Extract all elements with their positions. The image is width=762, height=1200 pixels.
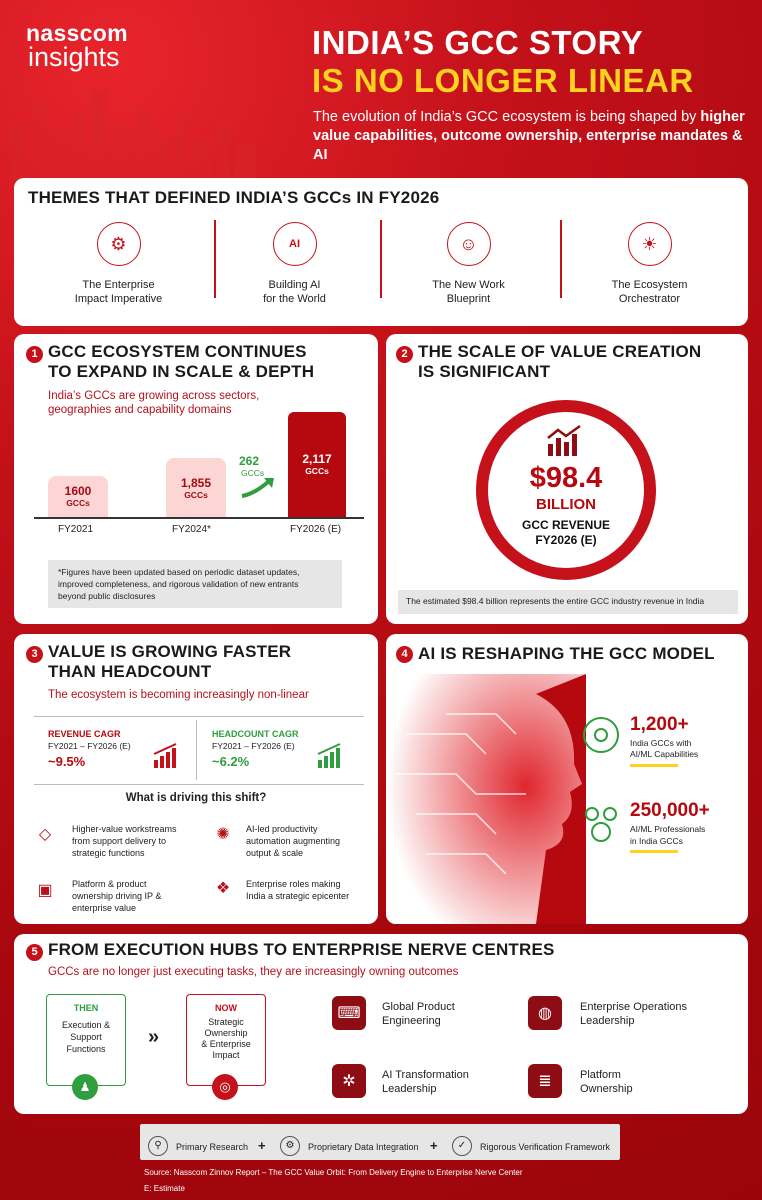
ai-professionals-icon xyxy=(580,802,622,844)
approach-item: Rigorous Verification Framework xyxy=(480,1142,611,1152)
chip-icon: ⚙ xyxy=(97,222,141,266)
now-box: NOW Strategic Ownership & Enterprise Impact xyxy=(186,994,266,1086)
revenue-label-line1: GCC REVENUE xyxy=(521,518,610,532)
growth-value: 262 xyxy=(239,454,260,468)
section1-subtitle-line2: geographies and capability domains xyxy=(48,404,232,416)
bar-fy2021 xyxy=(48,476,108,518)
section-number: 3 xyxy=(26,646,43,663)
section2-title-line2: IS SIGNIFICANT xyxy=(418,362,551,381)
database-icon: ≣ xyxy=(528,1064,562,1098)
theme-label: The New Work xyxy=(432,279,505,291)
stat2-label-line1: AI/ML Professionals xyxy=(630,824,706,834)
source-note: Source: Nasscom Zinnov Report – The GCC Value Orbit: From Delivery Engine to Enterprise Nerve Center xyxy=(144,1168,523,1177)
headcount-cagr-title: HEADCOUNT CAGR xyxy=(212,729,299,739)
x-label: FY2026 (E) xyxy=(290,524,342,535)
section3-title-line2: THAN HEADCOUNT xyxy=(48,662,212,681)
divider xyxy=(34,716,364,717)
bar-unit: GCCs xyxy=(66,498,90,508)
ai-head-gear-icon xyxy=(580,714,622,756)
section5-card xyxy=(14,934,748,1114)
theme-ecosystem xyxy=(567,222,732,306)
section2-title-line1: THE SCALE OF VALUE CREATION xyxy=(418,342,702,361)
verification-icon: ✓ xyxy=(452,1136,472,1156)
bar-value: 1600 xyxy=(64,484,92,498)
people-network-icon: ☺ xyxy=(447,222,491,266)
theme-label: Impact Imperative xyxy=(74,293,163,305)
city-skyline-graphic xyxy=(0,80,300,180)
page-title-line1: INDIA’S GCC STORY xyxy=(312,24,644,61)
product-box-icon: ▣ xyxy=(37,882,53,899)
driver-item: Platform & product ownership driving IP & enterprise value xyxy=(72,879,162,913)
approach-item: Primary Research xyxy=(176,1142,249,1152)
theme-label: Orchestrator xyxy=(618,293,681,305)
section-number: 5 xyxy=(26,944,43,961)
revenue-note: The estimated $98.4 billion represents the entire GCC industry revenue in India xyxy=(398,590,738,614)
section3-title-line1: VALUE IS GROWING FASTER xyxy=(48,642,292,661)
themes-title: THEMES THAT DEFINED INDIA’S GCCs IN FY2026 xyxy=(28,188,440,207)
section3-subtitle: The ecosystem is becoming increasingly non-linear xyxy=(48,689,309,701)
bar-unit: GCCs xyxy=(305,466,329,476)
growth-chart-icon xyxy=(546,424,586,458)
city-bulb-icon: ☀ xyxy=(628,222,672,266)
x-label: FY2021 xyxy=(58,524,94,535)
revenue-label-line2: FY2026 (E) xyxy=(535,533,597,547)
footnote-line: *Figures have been updated based on periodic dataset updates, xyxy=(58,567,300,577)
headcount-bars-icon xyxy=(316,742,344,770)
stat1-label-line2: AI/ML Capabilities xyxy=(630,749,699,759)
stat2-value: 250,000+ xyxy=(630,800,710,821)
footnote-line: beyond public disclosures xyxy=(58,591,156,601)
headcount-cagr-period: FY2021 – FY2026 (E) xyxy=(212,741,295,751)
page-title-line2: IS NO LONGER LINEAR xyxy=(312,62,694,99)
themes-card xyxy=(14,178,748,326)
team-icon: ♟ xyxy=(72,1074,98,1100)
then-label: THEN xyxy=(73,1003,99,1013)
footnote-box xyxy=(48,560,342,608)
stat1-value: 1,200+ xyxy=(630,714,689,735)
section4-card xyxy=(386,634,748,924)
approach-item: Proprietary Data Integration xyxy=(308,1142,419,1152)
theme-enterprise-impact xyxy=(36,222,201,306)
subtitle-bold: higher value capabilities, outcome ownership, enterprise mandates & AI xyxy=(313,109,745,163)
stat2-label-line2: in India GCCs xyxy=(630,836,683,846)
estimate-note: E: Estimate xyxy=(144,1184,185,1193)
growth-arrow-icon xyxy=(240,476,276,498)
globe-icon: ◍ xyxy=(528,996,562,1030)
divider xyxy=(34,784,364,785)
plus-sign: + xyxy=(430,1138,438,1153)
code-window-icon: ⌨ xyxy=(332,996,366,1030)
section-number: 2 xyxy=(396,346,413,363)
bar-fy2024 xyxy=(166,458,226,518)
driver-item: Enterprise roles making India a strategic epicenter xyxy=(246,879,350,901)
theme-new-work xyxy=(386,222,551,306)
capability-item: Platform Ownership xyxy=(580,1069,633,1095)
divider xyxy=(380,220,382,298)
divider xyxy=(196,720,197,780)
section2-card xyxy=(386,334,748,624)
section3-card xyxy=(14,634,378,924)
section1-subtitle-line1: India’s GCCs are growing across sectors, xyxy=(48,390,260,402)
data-integration-icon: ⚙ xyxy=(280,1136,300,1156)
headcount-cagr-value: ~6.2% xyxy=(212,754,250,769)
arrow-icon: » xyxy=(148,1026,160,1048)
accent-underline xyxy=(630,850,678,853)
growth-unit: GCCs xyxy=(241,468,265,478)
search-icon: ⚲ xyxy=(148,1136,168,1156)
bar-value: 2,117 xyxy=(302,452,332,466)
theme-label: for the World xyxy=(263,293,326,305)
drivers-title: What is driving this shift? xyxy=(125,792,267,804)
divider xyxy=(560,220,562,298)
revenue-amount: $98.4 xyxy=(529,462,603,494)
brain-gear-icon: ✺ xyxy=(216,826,230,843)
bar-fy2026 xyxy=(288,412,346,518)
driver-item: Higher-value workstreams from support delivery to strategic functions xyxy=(72,824,177,858)
theme-label: The Enterprise xyxy=(82,279,155,291)
then-box: THEN Execution & Support Functions xyxy=(46,994,126,1086)
section1-title-line1: GCC ECOSYSTEM CONTINUES xyxy=(48,342,307,361)
footnote-line: improved completeness, and rigorous validation of new entrants xyxy=(58,579,299,589)
ai-head-icon: AI xyxy=(273,222,317,266)
stat1-label-line1: India GCCs with xyxy=(630,738,692,748)
bar-unit: GCCs xyxy=(184,490,208,500)
bar-value: 1,855 xyxy=(180,476,212,490)
target-icon: ◎ xyxy=(212,1074,238,1100)
section1-title-line2: TO EXPAND IN SCALE & DEPTH xyxy=(48,362,315,381)
capability-item: Global Product Engineering xyxy=(382,1001,455,1027)
capability-item: Enterprise Operations Leadership xyxy=(580,1001,687,1027)
ai-face-graphic xyxy=(386,674,586,924)
diamond-icon: ◇ xyxy=(38,826,52,843)
network-people-icon: ❖ xyxy=(215,880,231,897)
driver-item: AI-led productivity automation augmenting output & scale xyxy=(246,824,341,858)
theme-label: Blueprint xyxy=(446,293,491,305)
now-label: NOW xyxy=(215,1003,237,1013)
page-subtitle xyxy=(313,108,753,165)
revenue-cagr-period: FY2021 – FY2026 (E) xyxy=(48,741,131,751)
x-label: FY2024* xyxy=(172,524,211,535)
theme-label: Building AI xyxy=(268,279,321,291)
section5-subtitle: GCCs are no longer just executing tasks, they are increasingly owning outcomes xyxy=(48,966,459,978)
section1-card xyxy=(14,334,378,624)
subtitle-plain: The evolution of India’s GCC ecosystem is being shaped by xyxy=(313,109,701,125)
revenue-cagr-value: ~9.5% xyxy=(48,754,86,769)
revenue-unit: BILLION xyxy=(536,496,596,513)
theme-label: The Ecosystem xyxy=(611,279,688,291)
accent-underline xyxy=(630,764,678,767)
brand-name: nasscom xyxy=(26,20,128,46)
plus-sign: + xyxy=(258,1138,266,1153)
theme-building-ai xyxy=(212,222,377,306)
section-number: 1 xyxy=(26,346,43,363)
revenue-bars-icon xyxy=(152,742,180,770)
brain-circuit-icon: ✲ xyxy=(332,1064,366,1098)
section-number: 4 xyxy=(396,646,413,663)
brand-suffix: insights xyxy=(28,42,120,72)
capability-item: AI Transformation Leadership xyxy=(382,1069,469,1095)
section5-title: FROM EXECUTION HUBS TO ENTERPRISE NERVE CENTRES xyxy=(48,940,555,959)
revenue-cagr-title: REVENUE CAGR xyxy=(48,729,121,739)
section4-title: AI IS RESHAPING THE GCC MODEL xyxy=(418,644,715,663)
chart-axis xyxy=(34,517,364,519)
